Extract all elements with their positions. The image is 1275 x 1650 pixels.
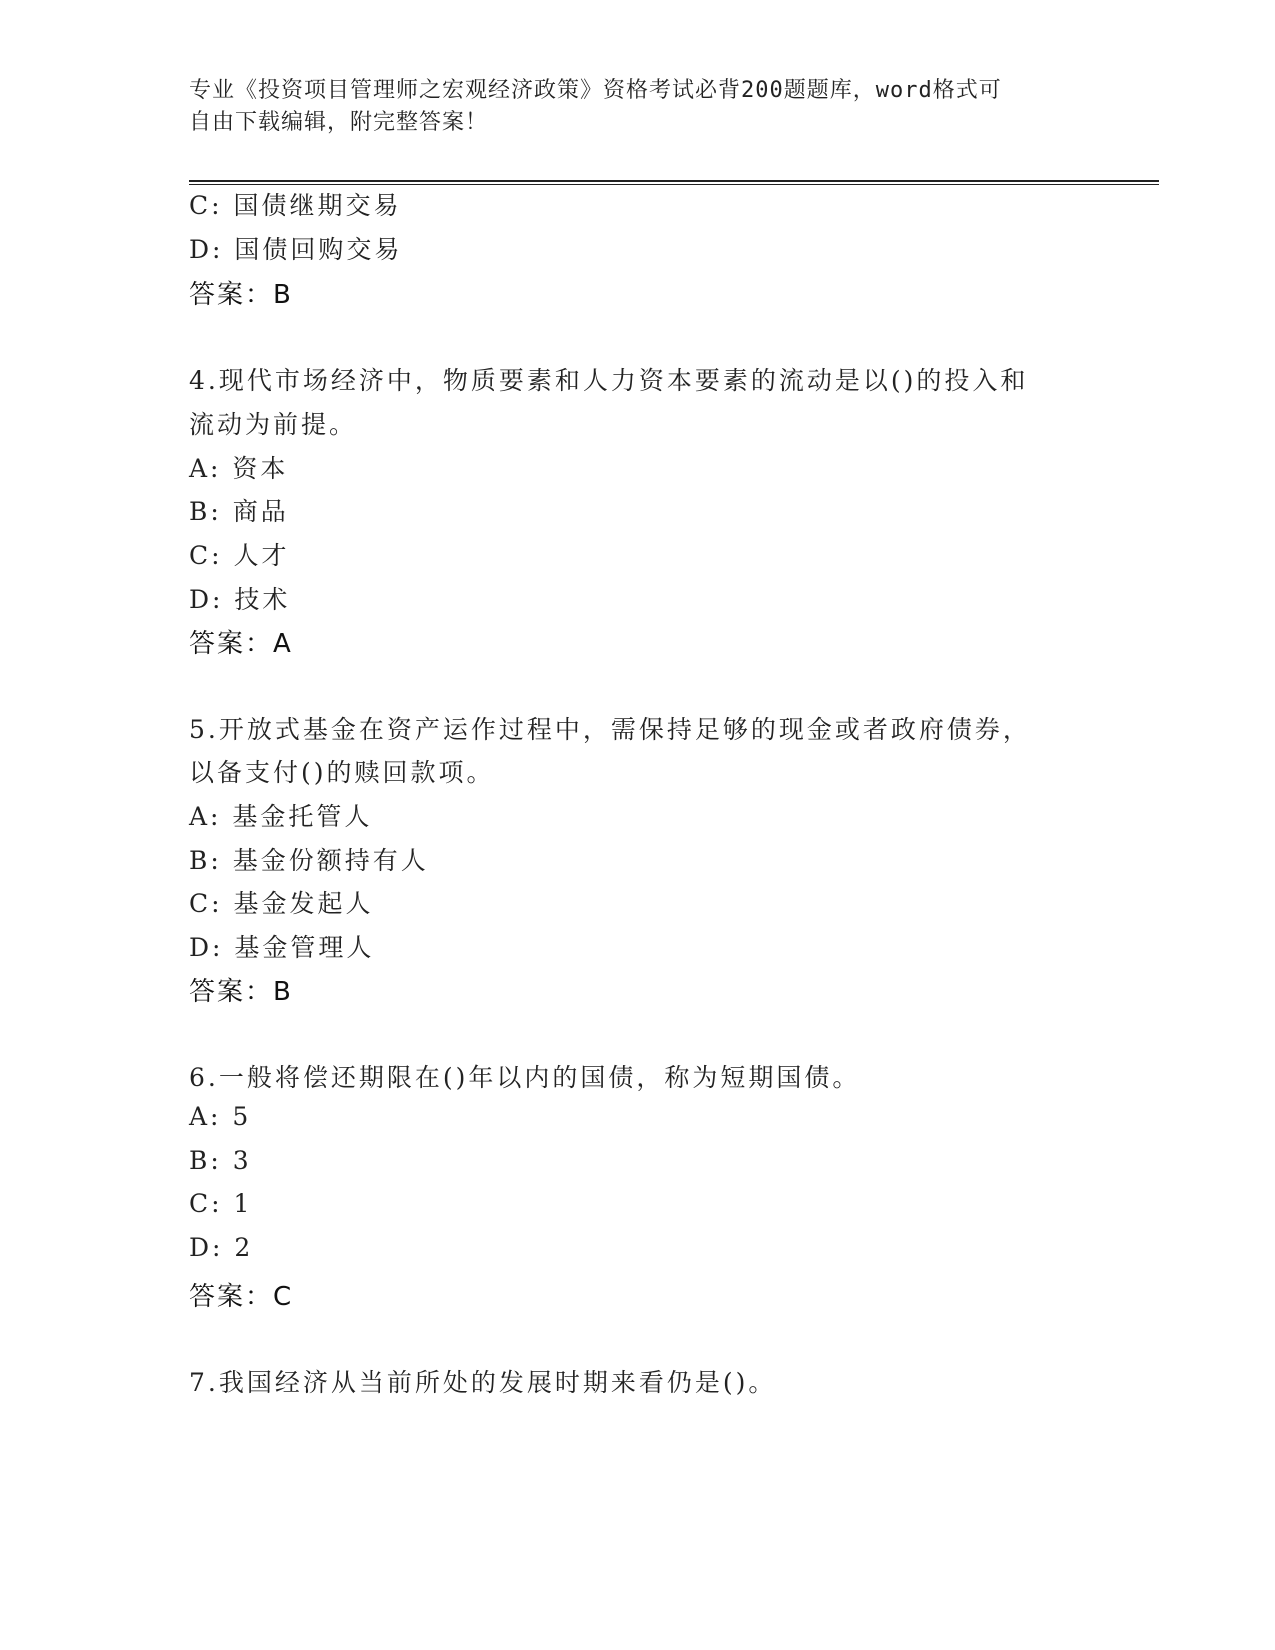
q3-answer: 答案：B [189,280,293,310]
q6-answer: 答案：C [189,1282,294,1312]
q4-option-a: A: 资本 [189,454,289,483]
q3-option-d: D: 国债回购交易 [189,235,403,264]
document-header [189,75,1089,139]
q5-option-b: B: 基金份额持有人 [189,846,429,875]
q7-stem-line-1: 7.我国经济从当前所处的发展时期来看仍是()。 [189,1368,777,1397]
q5-stem-line-2: 以备支付()的赎回款项。 [189,758,495,787]
q6-stem-line-1: 6.一般将偿还期限在()年以内的国债，称为短期国债。 [189,1063,861,1092]
q6-option-d: D: 2 [189,1233,254,1262]
q4-stem-line-1: 4.现代市场经济中，物质要素和人力资本要素的流动是以()的投入和 [189,366,1029,395]
header-divider [189,180,1159,185]
q4-answer: 答案：A [189,629,293,659]
header-line-1: 专业《投资项目管理师之宏观经济政策》资格考试必背200题题库，word格式可 [189,78,1002,103]
q6-option-b: B: 3 [189,1146,252,1175]
q4-option-d: D: 技术 [189,585,291,614]
q5-option-d: D: 基金管理人 [189,933,375,962]
q6-option-c: C: 1 [189,1189,253,1218]
q6-option-a: A: 5 [189,1102,252,1131]
q4-stem-line-2: 流动为前提。 [189,410,358,439]
q5-option-c: C: 基金发起人 [189,889,374,918]
q3-option-c: C: 国债继期交易 [189,191,402,220]
header-line-2: 自由下载编辑，附完整答案！ [189,110,489,135]
q4-option-b: B: 商品 [189,497,289,526]
q5-option-a: A: 基金托管人 [189,802,373,831]
q4-option-c: C: 人才 [189,541,290,570]
q5-stem-line-1: 5.开放式基金在资产运作过程中，需保持足够的现金或者政府债券， [189,715,1031,744]
q5-answer: 答案：B [189,977,293,1007]
